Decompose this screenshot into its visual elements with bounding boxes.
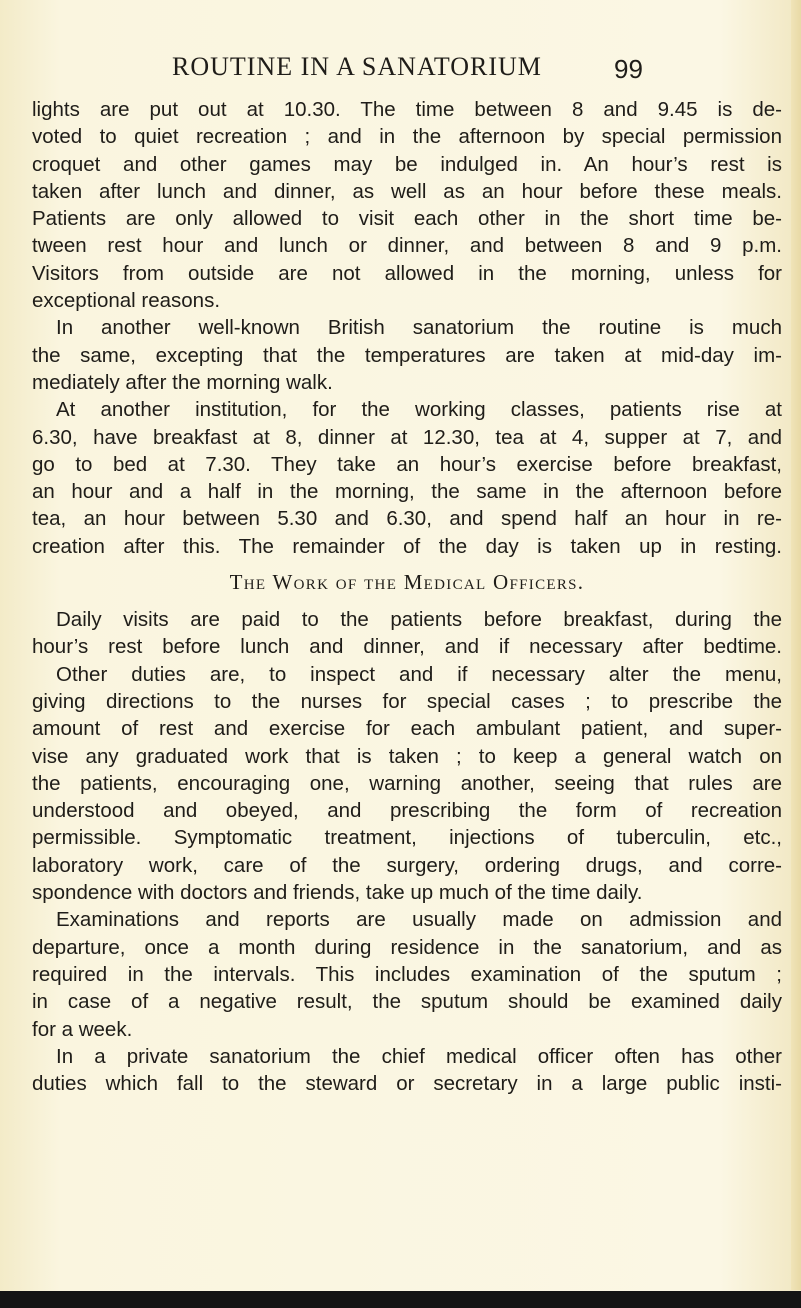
body-text <box>32 96 782 1097</box>
text-line: departure, once a month during residence in the sanatorium, and as <box>32 935 782 959</box>
text-line: in case of a negative result, the sputum should be examined daily <box>32 990 782 1014</box>
section-heading: The Work of the Medical Officers. <box>229 570 585 595</box>
text-line: tween rest hour and lunch or dinner, and between 8 and 9 p.m. <box>32 234 782 258</box>
text-line: laboratory work, care of the surgery, ordering drugs, and corre- <box>32 853 782 877</box>
text-line: Visitors from outside are not allowed in the morning, unless for <box>32 261 782 285</box>
text-line: Examinations and reports are usually made on admission and <box>56 908 782 932</box>
running-title: ROUTINE IN A SANATORIUM <box>172 52 542 81</box>
text-line: vise any graduated work that is taken ; to keep a general watch on <box>32 744 782 768</box>
text-line: Patients are only allowed to visit each other in the short time be- <box>32 207 782 231</box>
text-line: voted to quiet recreation ; and in the afternoon by special permission <box>32 125 782 149</box>
page-header <box>0 52 801 88</box>
text-line: understood and obeyed, and prescribing the form of recreation <box>32 799 782 823</box>
text-line: amount of rest and exercise for each ambulant patient, and super- <box>32 717 782 741</box>
bottom-dark-band <box>0 1291 801 1308</box>
text-line: In another well-known British sanatorium the routine is much <box>56 316 782 340</box>
text-line: At another institution, for the working classes, patients rise at <box>56 398 782 422</box>
text-line: lights are put out at 10.30. The time between 8 and 9.45 is de- <box>32 98 782 121</box>
text-line: taken after lunch and dinner, as well as an hour before these meals. <box>32 179 782 203</box>
text-line: In a private sanatorium the chief medical officer often has other <box>56 1044 782 1068</box>
text-line: Other duties are, to inspect and if necessary alter the menu, <box>56 662 782 686</box>
text-line: the same, excepting that the temperatures are taken at mid-day im- <box>32 343 782 367</box>
text-line: spondence with doctors and friends, take up much of the time daily. <box>32 881 643 905</box>
text-line: go to bed at 7.30. They take an hour’s exercise before breakfast, <box>32 452 782 476</box>
text-line: permissible. Symptomatic treatment, injections of tuberculin, etc., <box>32 826 782 850</box>
text-line: mediately after the morning walk. <box>32 370 333 394</box>
text-line: for a week. <box>32 1017 133 1041</box>
text-line: tea, an hour between 5.30 and 6.30, and spend half an hour in re- <box>32 507 782 531</box>
text-line: exceptional reasons. <box>32 289 221 313</box>
text-line: the patients, encouraging one, warning another, seeing that rules are <box>32 771 782 795</box>
page-edge-shadow <box>791 0 801 1290</box>
page-number: 99 <box>614 54 643 84</box>
text-line: giving directions to the nurses for special cases ; to prescribe the <box>32 689 782 713</box>
text-line: Daily visits are paid to the patients before breakfast, during the <box>56 608 782 632</box>
text-line: creation after this. The remainder of the day is taken up in resting. <box>32 534 782 558</box>
text-line: duties which fall to the steward or secretary in a large public insti- <box>32 1072 782 1096</box>
text-line: hour’s rest before lunch and dinner, and if necessary after bedtime. <box>32 635 782 659</box>
text-line: an hour and a half in the morning, the same in the afternoon before <box>32 480 782 504</box>
text-line: 6.30, have breakfast at 8, dinner at 12.30, tea at 4, supper at 7, and <box>32 425 782 449</box>
text-line: croquet and other games may be indulged in. An hour’s rest is <box>32 152 782 176</box>
text-line: required in the intervals. This includes examination of the sputum ; <box>32 962 782 986</box>
